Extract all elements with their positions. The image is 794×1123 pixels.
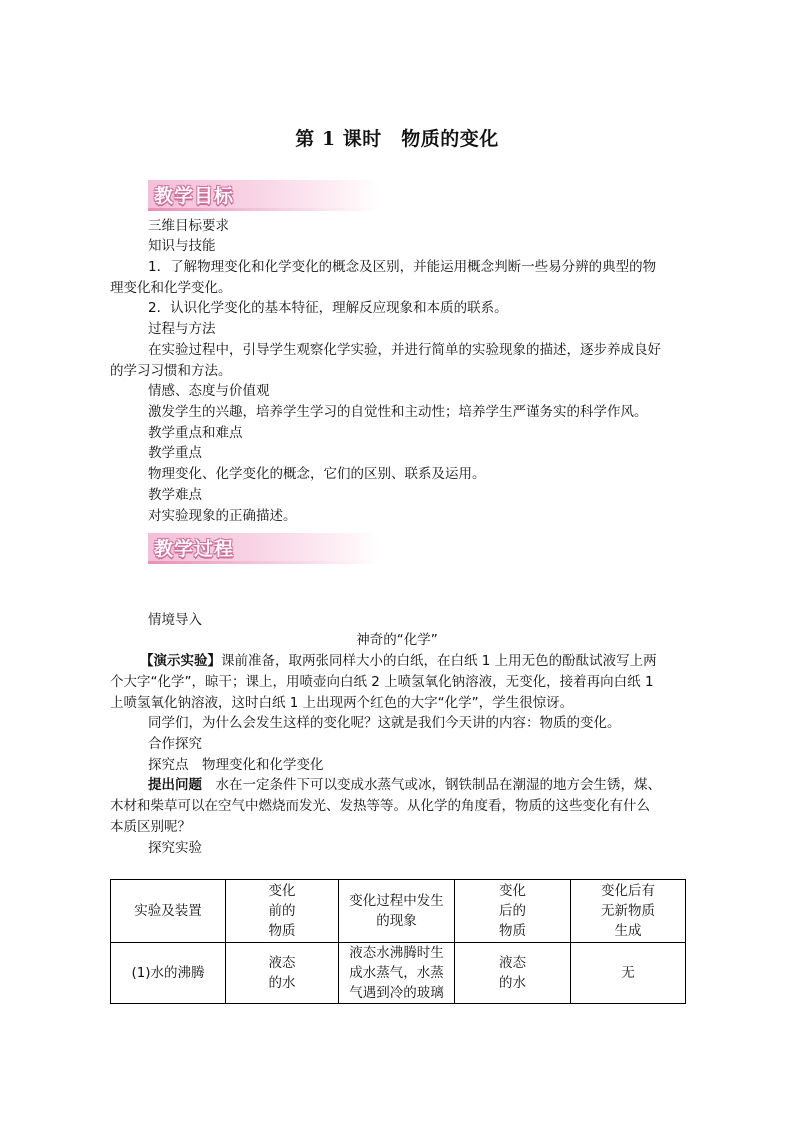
paragraph-line: 对实验现象的正确描述。 [148,508,297,524]
table-header-row [111,880,686,943]
paragraph-line: 激发学生的兴趣，培养学生学习的自觉性和主动性；培养学生严谨务实的科学作风。 [148,404,648,420]
section-banner-objectives [148,180,380,208]
table-header-cell: 实验及装置 [111,880,226,943]
table-header-cell: 变化 后的 物质 [455,880,571,943]
subheading-process-method: 过程与方法 [148,321,216,337]
paragraph-line: 个大字“化学”，晾干；课上，用喷壶向白纸 2 上喷氢氧化钠溶液，无变化，接着再向白纸 1 [110,674,654,690]
subheading-key-points: 教学重点和难点 [148,425,243,441]
banner-label: 教学过程 [154,538,235,560]
experiment-table [110,879,686,1004]
subheading-intro: 情境导入 [148,612,202,628]
banner-underline [148,561,380,564]
table-header-cell: 变化后有 无新物质 生成 [571,880,686,943]
question-text: 水在一定条件下可以变成水蒸气或冰，钢铁制品在潮湿的地方会生锈，煤、 [202,777,661,793]
question-label: 提出问题 [148,777,202,793]
paragraph-line: 木材和柴草可以在空气中燃烧而发光、发热等等。从化学的角度看，物质的这些变化有什么 [110,798,650,814]
table-header-cell: 变化过程中发生 的现象 [339,880,455,943]
subheading-focus: 教学重点 [148,445,202,461]
table-cell: 液态 的水 [455,943,571,1004]
page-title: 第 1 课时 物质的变化 [295,128,499,150]
subheading-attitude: 情感、态度与价值观 [148,383,270,399]
paragraph-line: 物理变化、化学变化的概念，它们的区别、联系及运用。 [148,466,486,482]
objectives-heading: 三维目标要求 [148,218,229,234]
table-cell: (1)水的沸腾 [111,943,226,1004]
paragraph-line: 1．了解物理变化和化学变化的概念及区别，并能运用概念判断一些易分辨的典型的物 [148,259,657,275]
demo-label: 【演示实验】 [140,653,221,669]
paragraph-line [148,775,661,795]
paragraph-line: 本质区别呢？ [110,819,191,835]
table-cell: 无 [571,943,686,1004]
subheading-explore-point: 探究点 物理变化和化学变化 [148,757,324,773]
table-cell: 液态水沸腾时生 成水蒸气，水蒸 气遇到冷的玻璃 [339,943,455,1004]
subheading-experiment: 探究实验 [148,840,202,856]
paragraph-line: 在实验过程中，引导学生观察化学实验，并进行简单的实验现象的描述，逐步养成良好 [148,342,661,358]
paragraph-line: 的学习习惯和方法。 [110,363,232,379]
paragraph-line: 上喷氢氧化钠溶液，这时白纸 1 上出现两个红色的大字“化学”，学生很惊讶。 [110,695,574,711]
demo-text: 课前准备，取两张同样大小的白纸，在白纸 1 上用无色的酚酞试液写上两 [221,653,657,669]
banner-underline [148,208,380,211]
paragraph-line: 同学们，为什么会发生这样的变化呢？这就是我们今天讲的内容：物质的变化。 [148,715,621,731]
centered-subtitle: 神奇的“化学” [356,632,438,648]
table-cell: 液态 的水 [226,943,339,1004]
paragraph-line: 2．认识化学变化的基本特征，理解反应现象和本质的联系。 [148,300,508,316]
subheading-difficulty: 教学难点 [148,487,202,503]
table-header-cell: 变化 前的 物质 [226,880,339,943]
paragraph-line [140,651,657,671]
section-banner-process [148,533,380,561]
table-row [111,943,686,1004]
subheading-knowledge: 知识与技能 [148,238,216,254]
banner-label: 教学目标 [154,185,235,207]
subheading-cooperative: 合作探究 [148,736,202,752]
paragraph-line: 理变化和化学变化。 [110,280,232,296]
